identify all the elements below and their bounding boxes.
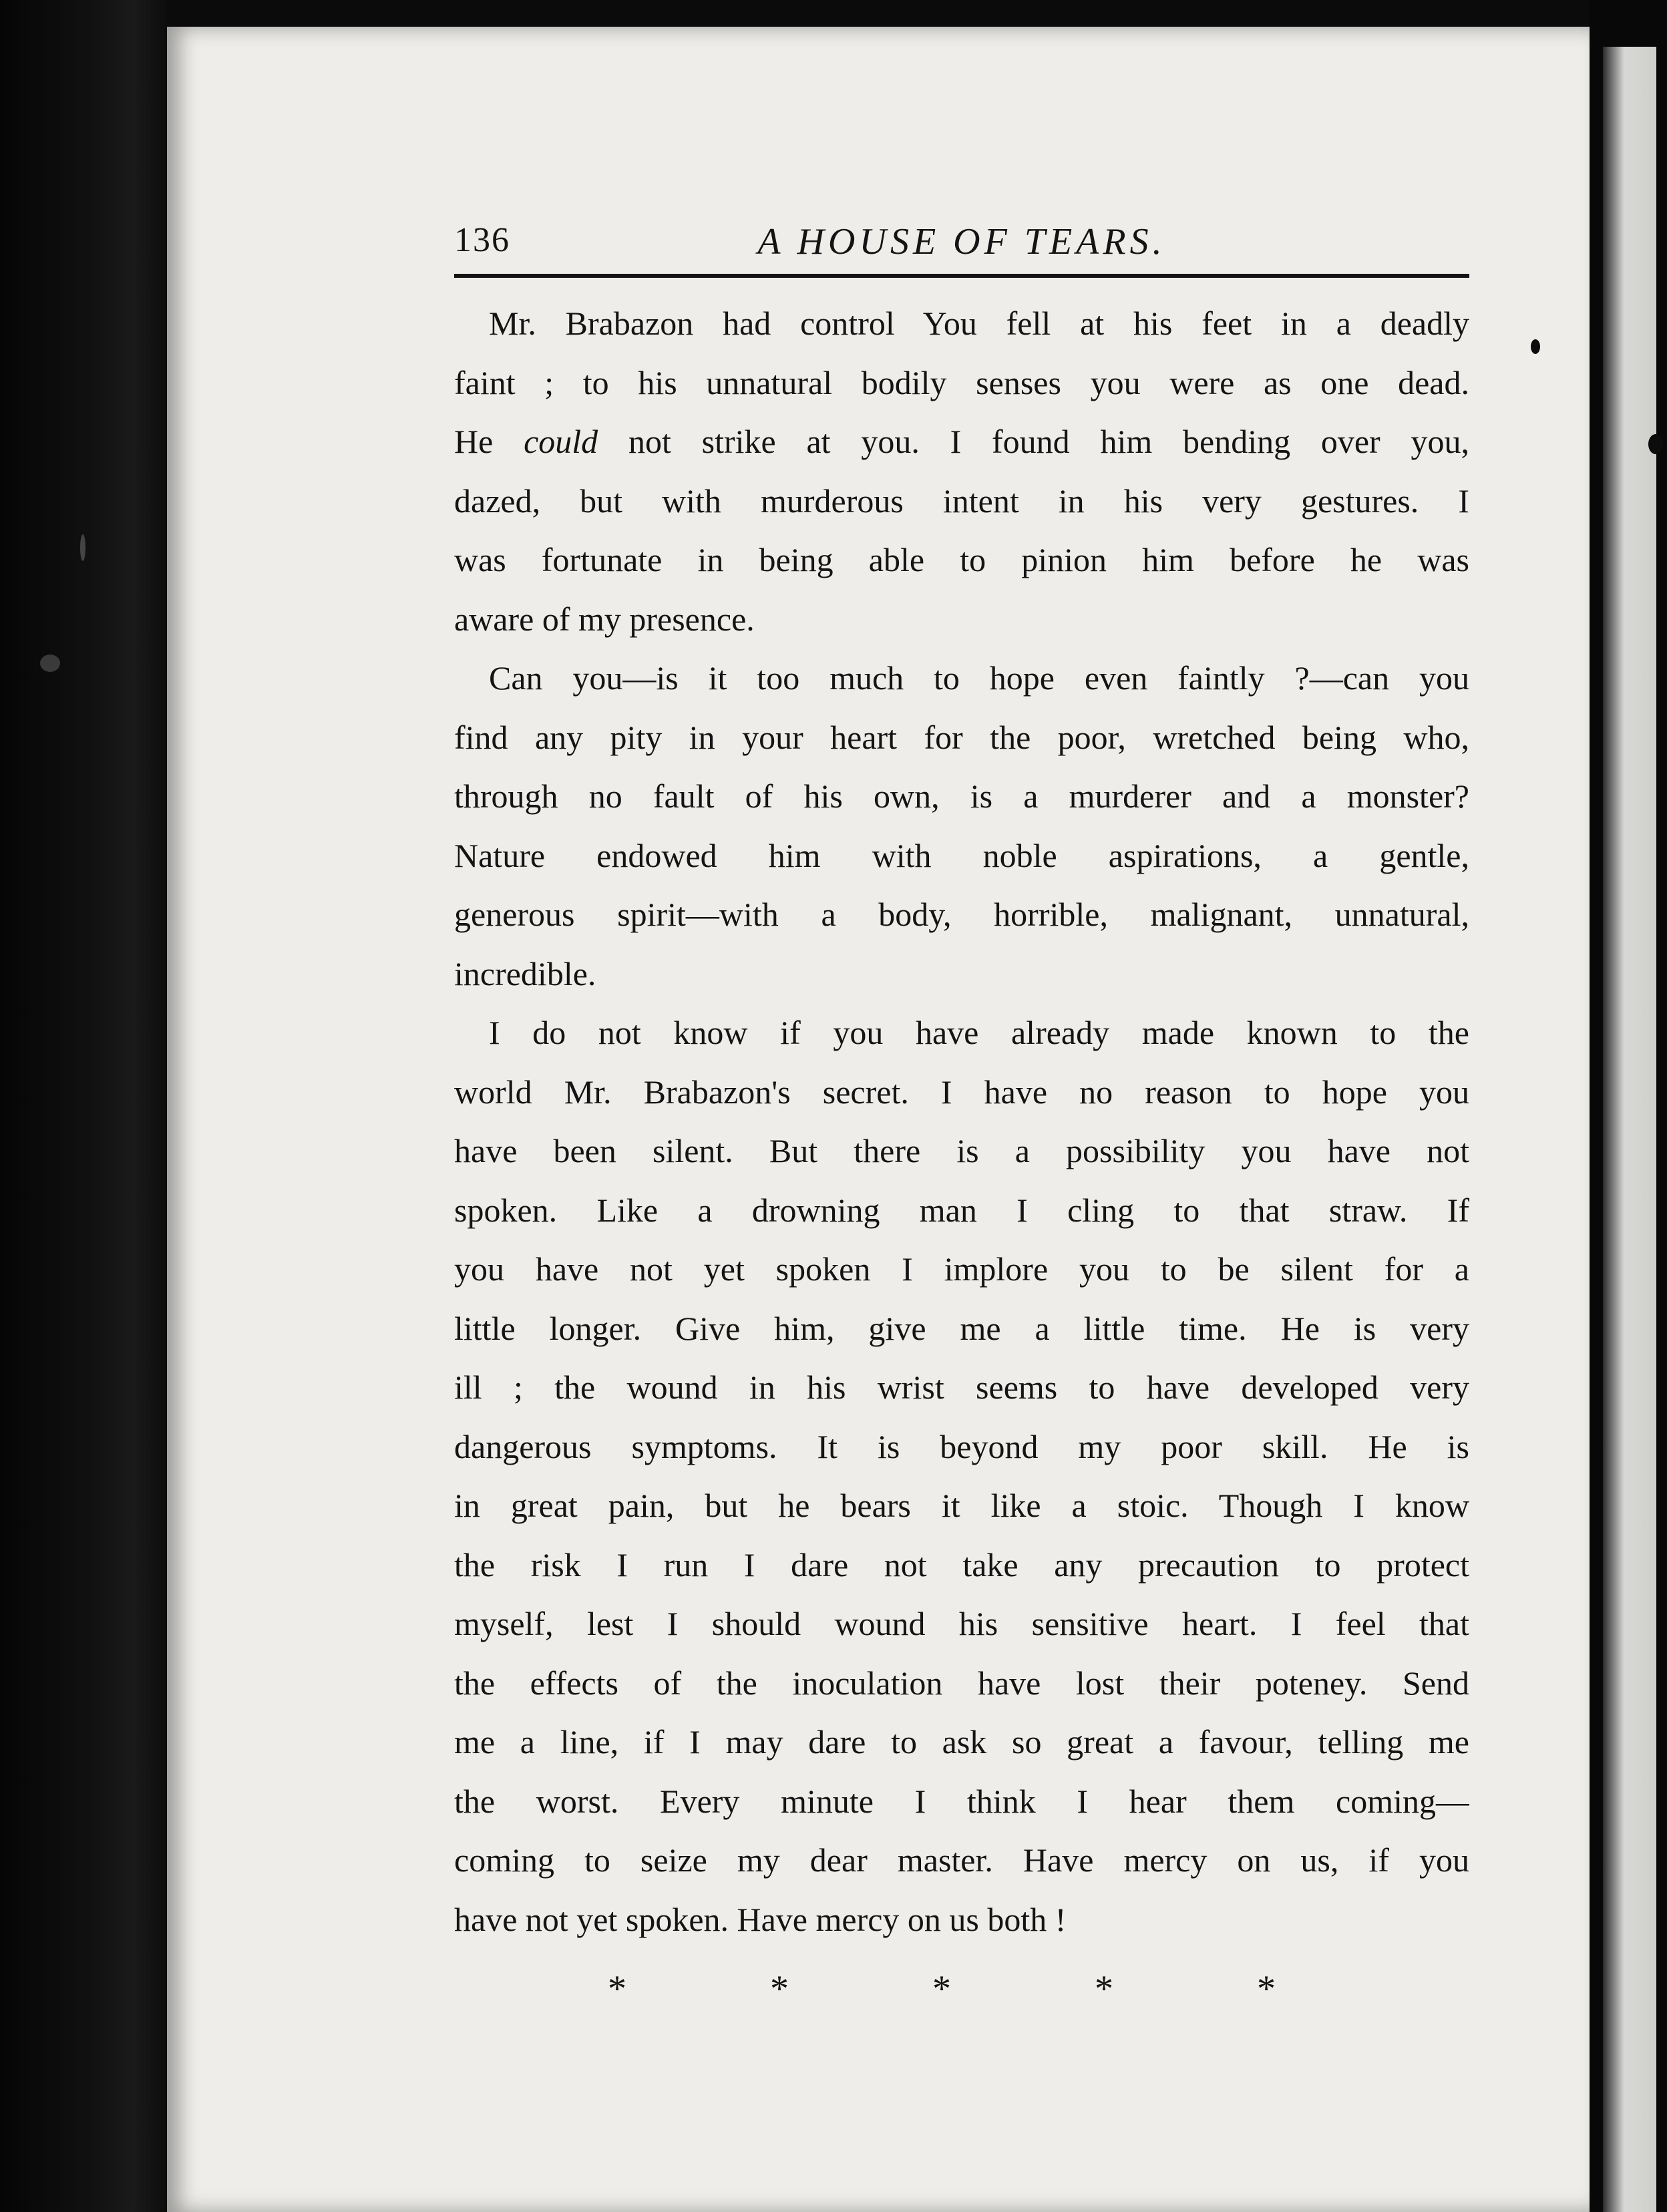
body-text bbox=[454, 294, 1469, 1949]
header-rule bbox=[454, 274, 1469, 278]
scan-speck bbox=[40, 655, 60, 672]
text-line: the risk I run I dare not take any precaution to protect bbox=[454, 1545, 1469, 1584]
page-number: 136 bbox=[454, 221, 510, 259]
text-line: He could not strike at you. I found him bending over you, bbox=[454, 423, 1469, 460]
text-line: me a line, if I may dare to ask so great a favour, telling me bbox=[454, 1723, 1469, 1761]
text-line: ill ; the wound in his wrist seems to have developed very bbox=[454, 1368, 1469, 1406]
text-line: find any pity in your heart for the poor, wretched being who, bbox=[454, 718, 1469, 756]
text-line: world Mr. Brabazon's secret. I have no reason to hope you bbox=[454, 1073, 1469, 1111]
text-line: you have not yet spoken I implore you to be silent for a bbox=[454, 1250, 1469, 1288]
asterisk: * bbox=[1095, 1968, 1113, 2010]
text-line: little longer. Give him, give me a little time. He is very bbox=[454, 1309, 1469, 1347]
text-line: Mr. Brabazon had control You fell at his feet in a deadly bbox=[489, 305, 1469, 342]
paragraph bbox=[454, 649, 1469, 1003]
asterisk: * bbox=[1257, 1968, 1276, 2010]
emphasis: could bbox=[524, 423, 598, 460]
page-text-block bbox=[454, 200, 1469, 2009]
text-line: dangerous symptoms. It is beyond my poor skill. He is bbox=[454, 1427, 1469, 1465]
text-line: in great pain, but he bears it like a stoic. Though I know bbox=[454, 1487, 1469, 1524]
text-line: Can you—is it too much to hope even faintly ?—can you bbox=[489, 659, 1469, 697]
text-line: incredible. bbox=[454, 954, 596, 992]
running-title: A HOUSE OF TEARS. bbox=[757, 221, 1166, 262]
text-line: the worst. Every minute I think I hear them coming— bbox=[454, 1782, 1469, 1820]
facing-page-edge bbox=[1603, 47, 1656, 2212]
scan-left-margin bbox=[0, 0, 167, 2212]
text-line: spoken. Like a drowning man I cling to that straw. If bbox=[454, 1191, 1469, 1229]
text-line: myself, lest I should wound his sensitive heart. I feel that bbox=[454, 1605, 1469, 1642]
section-break bbox=[608, 1969, 1276, 2009]
scan-speck bbox=[1648, 434, 1663, 454]
text-line: faint ; to his unnatural bodily senses you were as one dead. bbox=[454, 363, 1469, 401]
text-line: coming to seize my dear master. Have mercy on us, if you bbox=[454, 1841, 1469, 1879]
text-line: have been silent. But there is a possibility you have not bbox=[454, 1132, 1469, 1169]
text-line: was fortunate in being able to pinion him before he was bbox=[454, 541, 1469, 578]
asterisk: * bbox=[608, 1968, 626, 2010]
text-line: I do not know if you have already made known to the bbox=[489, 1014, 1469, 1051]
paragraph bbox=[454, 294, 1469, 649]
running-head bbox=[454, 200, 1469, 274]
paragraph bbox=[454, 1003, 1469, 1949]
text-line: through no fault of his own, is a murderer and a monster? bbox=[454, 777, 1469, 815]
text-line: Nature endowed him with noble aspirations, a gentle, bbox=[454, 836, 1469, 874]
text-line: dazed, but with murderous intent in his very gestures. I bbox=[454, 482, 1469, 520]
scan-speck bbox=[1531, 339, 1540, 354]
text-line: aware of my presence. bbox=[454, 600, 755, 638]
scan-speck bbox=[80, 534, 85, 561]
asterisk: * bbox=[770, 1968, 789, 2010]
asterisk: * bbox=[932, 1968, 951, 2010]
text-line: have not yet spoken. Have mercy on us both ! bbox=[454, 1900, 1067, 1938]
text-line: generous spirit—with a body, horrible, malignant, unnatural, bbox=[454, 896, 1469, 933]
text-line: the effects of the inoculation have lost their poteney. Send bbox=[454, 1664, 1469, 1702]
